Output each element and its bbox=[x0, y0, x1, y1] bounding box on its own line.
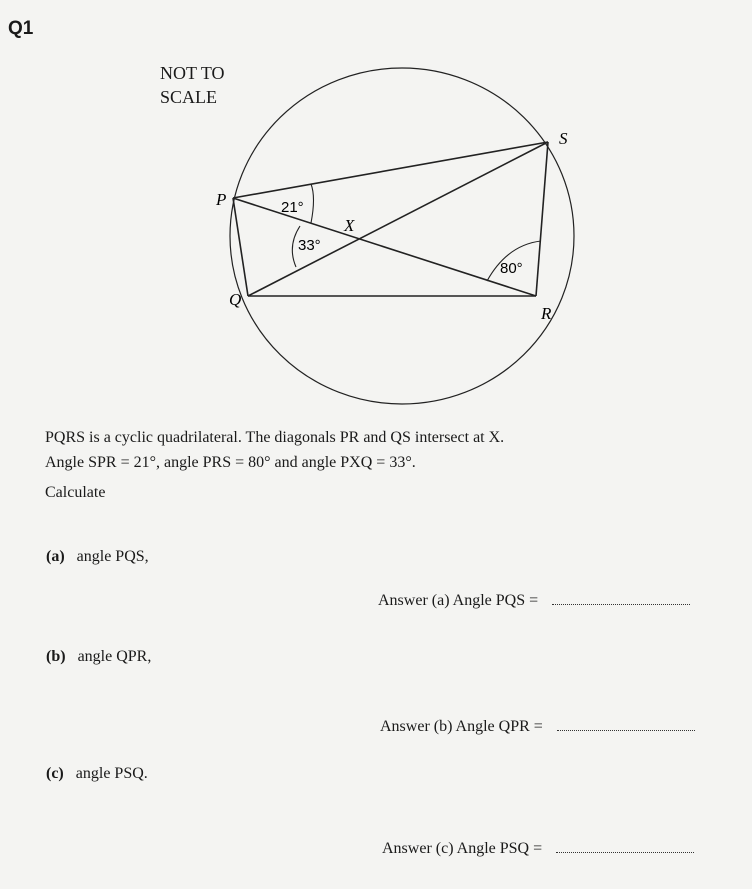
answer-a-label: Answer (a) Angle PQS = bbox=[378, 592, 539, 609]
part-a-text: angle PQS, bbox=[76, 548, 149, 565]
vertex-label-q: Q bbox=[229, 290, 242, 309]
vertex-label-x: X bbox=[344, 216, 355, 235]
part-a-prompt bbox=[46, 548, 149, 566]
part-c-prompt bbox=[46, 765, 148, 783]
question-stem-line3: Calculate bbox=[45, 484, 106, 501]
side-rs bbox=[536, 142, 548, 296]
vertex-label-s: S bbox=[559, 129, 568, 148]
angle-label-prs: 80° bbox=[500, 260, 523, 277]
answer-a-row bbox=[378, 592, 690, 610]
answer-b-line[interactable] bbox=[557, 718, 695, 731]
question-stem-line2: Angle SPR = 21°, angle PRS = 80° and angle PXQ = 33°. bbox=[45, 454, 416, 471]
part-b-text: angle QPR, bbox=[77, 648, 152, 665]
answer-b-row bbox=[380, 718, 695, 736]
part-a-label: (a) bbox=[46, 548, 65, 565]
not-to-scale-note-line2: SCALE bbox=[160, 87, 218, 107]
answer-c-row bbox=[382, 840, 694, 858]
side-pq bbox=[233, 198, 248, 296]
part-b-prompt bbox=[46, 648, 151, 666]
angle-arc-spr bbox=[311, 184, 314, 223]
diagonal-pr bbox=[233, 198, 536, 296]
part-c-label: (c) bbox=[46, 765, 64, 782]
answer-a-line[interactable] bbox=[552, 592, 690, 605]
vertex-label-r: R bbox=[541, 304, 552, 323]
vertex-label-p: P bbox=[216, 190, 227, 209]
part-b-label: (b) bbox=[46, 648, 66, 665]
not-to-scale-note-line1: NOT TO bbox=[160, 63, 225, 83]
question-number: Q1 bbox=[8, 18, 34, 39]
circle bbox=[230, 68, 574, 404]
angle-label-pxq: 33° bbox=[298, 237, 321, 254]
answer-c-label: Answer (c) Angle PSQ = bbox=[382, 840, 543, 857]
cyclic-quadrilateral-diagram bbox=[0, 0, 752, 420]
answer-c-line[interactable] bbox=[556, 840, 694, 853]
part-c-text: angle PSQ. bbox=[75, 765, 148, 782]
side-sp bbox=[233, 142, 548, 198]
angle-label-spr: 21° bbox=[281, 199, 304, 216]
answer-b-label: Answer (b) Angle QPR = bbox=[380, 718, 543, 735]
question-stem-line1: PQRS is a cyclic quadrilateral. The diagonals PR and QS intersect at X. bbox=[45, 429, 505, 446]
